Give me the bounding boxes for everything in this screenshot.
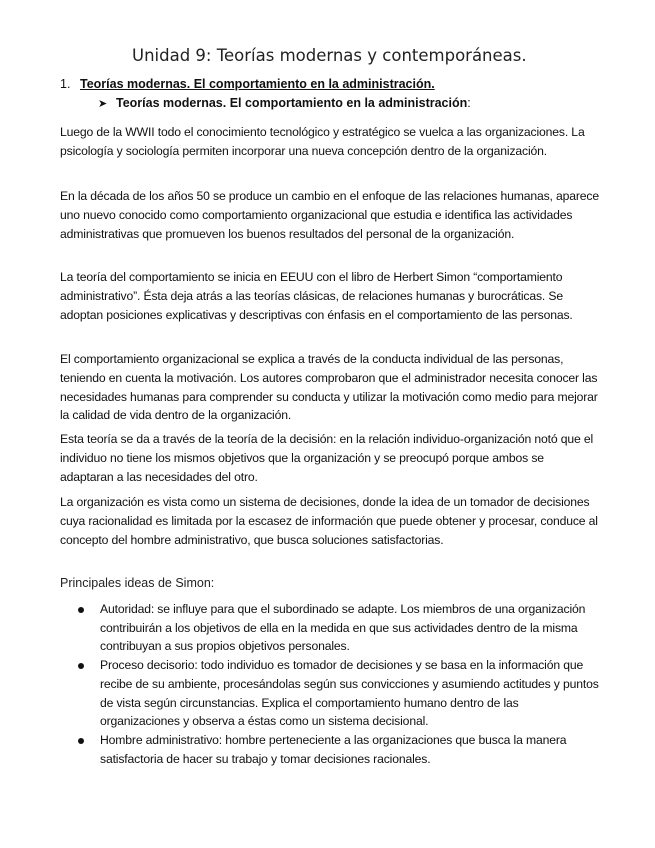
paragraph-1: Luego de la WWII todo el conocimiento tecnológico y estratégico se vuelca a las organizaciones. La psicología y sociología permiten incorporar una nueva concepción dentro de la organización. — [60, 125, 585, 158]
paragraph-2: En la década de los años 50 se produce un cambio en el enfoque de las relaciones humanas, aparece uno nuevo conocido como comportamiento organizacional que estudia e identifica las actividades administrativas que promueven los buenos resultados del personal de la organización. — [60, 189, 600, 241]
subsection-colon: : — [467, 96, 471, 110]
paragraph-3: La teoría del comportamiento se inicia en EEUU con el libro de Herbert Simon “comportamiento administrativo”. Ésta deja atrás a las teorías clásicas, de relaciones humanas y burocráticas. Se adoptan posiciones explicativas y descriptivas con énfasis en el comportamiento de las personas. — [60, 270, 573, 322]
section-heading-text: Teorías modernas. El comportamiento en la administración. — [80, 77, 435, 91]
bullet-dot-icon — [78, 738, 84, 744]
section-heading — [60, 77, 435, 91]
list-item-autoridad — [100, 600, 600, 656]
paragraph-5: Esta teoría se da a través de la teoría de la decisión: en la relación individuo-organización notó que el individuo no tiene los mismos objetivos que la organización y se preocupó porque ambos se adaptaran a las necesidades del otro. — [60, 432, 594, 484]
paragraph-4: El comportamiento organizacional se explica a través de la conducta individual de las personas, teniendo en cuenta la motivación. Los autores comprobaron que el administrador necesita conocer las necesidades humanas para comprender su conducta y utilizar la motivación como medio para mejorar la calidad de vida dentro de la organización. — [60, 352, 598, 423]
paragraph-6: La organización es vista como un sistema de decisiones, donde la idea de un tomador de decisiones cuya racionalidad es limitada por la escasez de información que puede obtener y procesar, conduce al concepto del hombre administrativo, que busca soluciones satisfactorias. — [60, 495, 598, 547]
bullet-dot-icon — [78, 607, 84, 613]
list-intro: Principales ideas de Simon: — [60, 576, 215, 590]
page-title: Unidad 9: Teorías modernas y contemporáneas. — [132, 46, 527, 65]
subsection-heading-text: Teorías modernas. El comportamiento en la administración — [116, 96, 468, 110]
list-item-text: Autoridad: se influye para que el subordinado se adapte. Los miembros de una organización contribuirán a los objetivos de ella en la medida en que sus actividades dentro de la misma contribuyan a sus propios objetivos personales. — [100, 602, 586, 654]
bullet-dot-icon — [78, 663, 84, 669]
arrow-bullet-icon: ➤ — [98, 98, 108, 110]
list-item-text: Hombre administrativo: hombre perteneciente a las organizaciones que busca la manera satisfactoria de hacer su trabajo y tomar decisiones racionales. — [100, 732, 567, 766]
simon-ideas-list — [100, 600, 600, 768]
list-item-proceso-decisorio — [100, 656, 600, 731]
list-item-hombre-administrativo — [100, 731, 600, 768]
list-item-text: Proceso decisorio: todo individuo es tomador de decisiones y se basa en la información que recibe de su ambiente, procesándolas según sus convicciones y asumiendo actitudes y puntos de vista según circunstancias. Explica el comportamiento humano dentro de las organizaciones y observa a éstas como un sistema decisional. — [100, 658, 599, 729]
subsection-heading — [98, 96, 471, 110]
section-number: 1. — [60, 77, 71, 91]
